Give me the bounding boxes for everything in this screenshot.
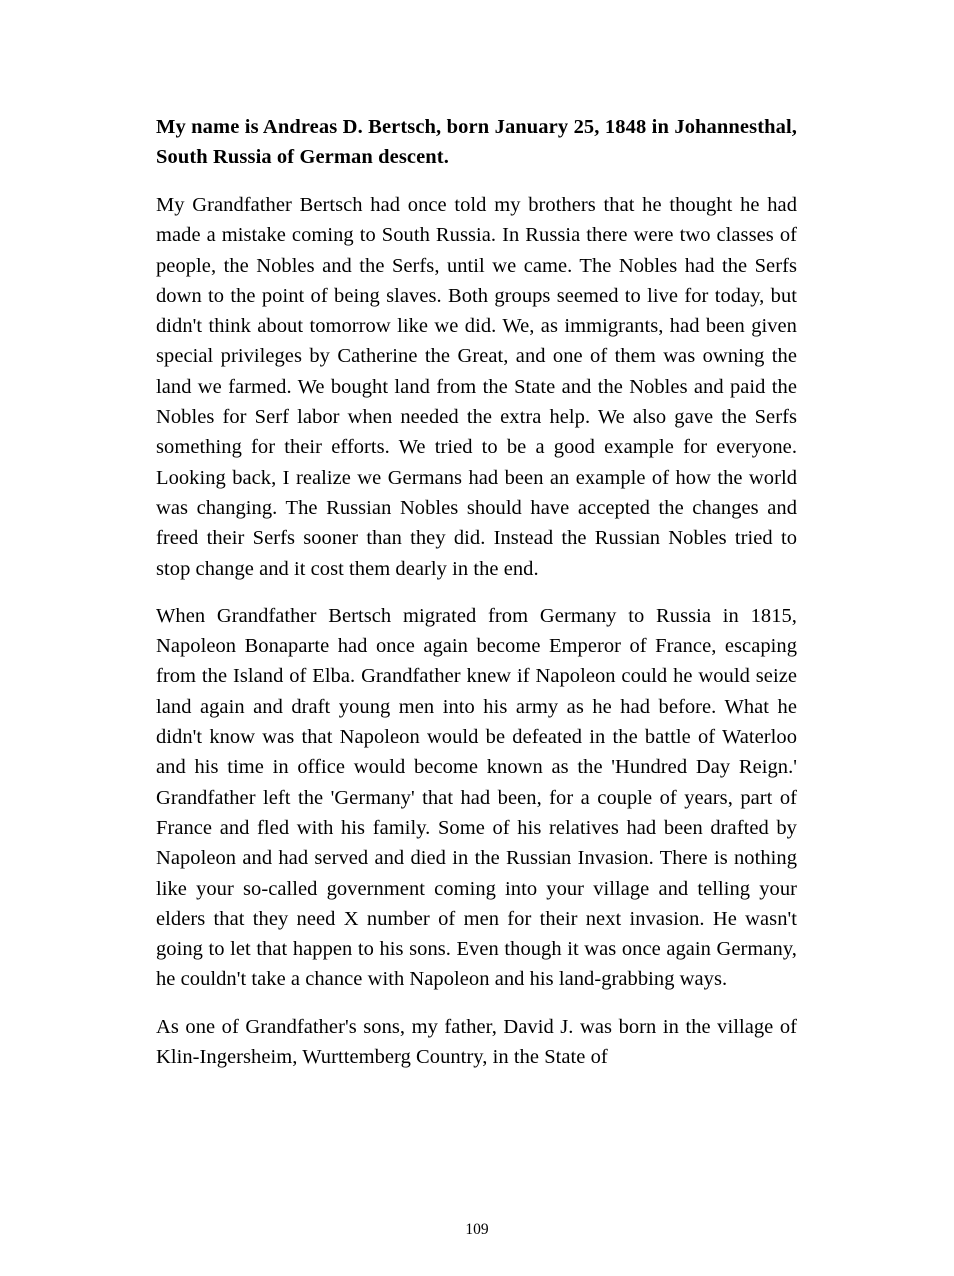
body-paragraph: My Grandfather Bertsch had once told my brothers that he thought he had made a mistake coming to South Russia. In Russia there were two classes of people, the Nobles and the Serfs, until we came. The Nobles had the Serfs down to the point of being slaves. Both groups seemed to live for today, but didn't think about tomorrow like we did. We, as immigrants, had been given special privileges by Catherine the Great, and one of them was owning the land we farmed. We bought land from the State and the Nobles and paid the Nobles for Serf labor when needed the extra help. We also gave the Serfs something for their efforts. We tried to be a good example for everyone. Looking back, I realize we Germans had been an example of how the world was changing. The Russian Nobles should have accepted the changes and freed their Serfs sooner than they did. Instead the Russian Nobles tried to stop change and it cost them dearly in the end. — [156, 194, 797, 580]
body-paragraph: When Grandfather Bertsch migrated from Germany to Russia in 1815, Napoleon Bonaparte had once again become Emperor of France, escaping from the Island of Elba. Grandfather knew if Napoleon could he would seize land again and draft young men into his army as he had before. What he didn't know was that Napoleon would be defeated in the battle of Waterloo and his time in office would become known as the 'Hundred Day Reign.' Grandfather left the 'Germany' that had been, for a couple of years, part of France and fled with his family. Some of his relatives had been drafted by Napoleon and had served and died in the Russian Invasion. There is nothing like your so-called government coming into your village and telling your elders that they need X number of men for their next invasion. He wasn't going to let that happen to his sons. Even though it was once again Germany, he couldn't take a chance with Napoleon and his land-grabbing ways. — [156, 604, 797, 991]
body-paragraph: As one of Grandfather's sons, my father, David J. was born in the village of Klin-Ingersheim, Wurttemberg Country, in the State of — [156, 1015, 797, 1069]
page-content — [156, 112, 797, 1072]
page-number: 109 — [465, 1221, 489, 1238]
section-heading: My name is Andreas D. Bertsch, born January 25, 1848 in Johannesthal, South Russia of German descent. — [156, 116, 797, 168]
